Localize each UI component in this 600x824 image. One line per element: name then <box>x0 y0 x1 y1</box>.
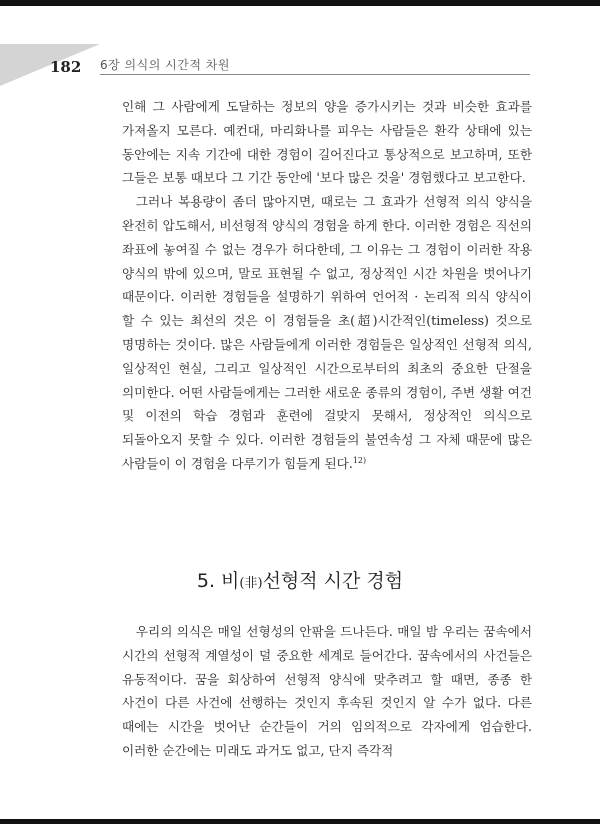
footnote-marker: 12) <box>352 455 367 465</box>
page-number: 182 <box>50 58 82 76</box>
section-title: 선형적 시간 경험 <box>262 570 404 592</box>
running-header-title: 6장 의식의 시간적 차원 <box>100 58 230 72</box>
paragraph <box>122 190 532 476</box>
paragraph-text: 그러나 복용량이 좀더 많아지면, 때로는 그 효과가 선형적 의식 양식을 완전히 압도해서, 비선형적 양식의 경험을 하게 한다. 이러한 경험은 직선의 좌표에 놓여질 수 없는 경우가 허다한데, 그 이유는 그 경험이 이러한 작용 양식의 밖에 있으며, 말로 표현될 수 없고, 정상적인 시간 차원을 벗어나기 때문이다. 이러한 경험들을 설명하기 위하여 언어적 · 논리적 의식 양식이 할 수 있는 최선의 것은 이 경험들을 초(超)시간적인(timeless) 것으로 명명하는 것이다. 많은 사람들에게 이러한 경험들은 일상적인 선형적 의식, 일상적인 현실, 그리고 일상적인 시간으로부터의 최초의 중요한 단절을 의미한다. 어떤 사람들에게는 그러한 새로운 종류의 경험이, 주변 생활 여건 및 이전의 학습 경험과 훈련에 걸맞지 못해서, 정상적인 의식으로 되돌아오지 못할 수 있다. 이러한 경험들의 불연속성 그 자체 때문에 많은 사람들이 이 경험을 다루기가 힘들게 된다. <box>122 194 532 471</box>
top-border <box>0 0 600 6</box>
page-header <box>0 44 600 94</box>
section-heading <box>0 566 600 593</box>
section-hanja: (非) <box>239 576 263 591</box>
bottom-border <box>0 819 600 824</box>
main-body-text <box>122 95 532 476</box>
section-number: 5. <box>196 570 215 592</box>
header-divider <box>100 74 530 75</box>
section-prefix: 비 <box>221 570 240 592</box>
paragraph: 우리의 의식은 매일 선형성의 안팎을 드나든다. 매일 밤 우리는 꿈속에서 시간의 선형적 계열성이 덜 중요한 세계로 들어간다. 꿈속에서의 사건들은 유동적이다. 꿈을 회상하여 선형적 양식에 맞추려고 할 때면, 종종 한 사건이 다른 사건에 선행하는 것인지 후속된 것인지 알 수가 없다. 다른 때에는 시간을 벗어난 순간들이 거의 임의적으로 각자에게 엄습한다. 이러한 순간에는 미래도 과거도 없고, 단지 즉각적 <box>122 624 532 758</box>
paragraph: 인해 그 사람에게 도달하는 정보의 양을 증가시키는 것과 비슷한 효과를 가져올지 모른다. 예컨대, 마리화나를 피우는 사람들은 환각 상태에 있는 동안에는 지속 기간에 대한 경험이 길어진다고 통상적으로 보고하며, 또한 그들은 보통 때보다 그 기간 동안에 '보다 많은 것을' 경험했다고 보고한다. <box>122 99 532 186</box>
section-body-text <box>122 620 532 763</box>
